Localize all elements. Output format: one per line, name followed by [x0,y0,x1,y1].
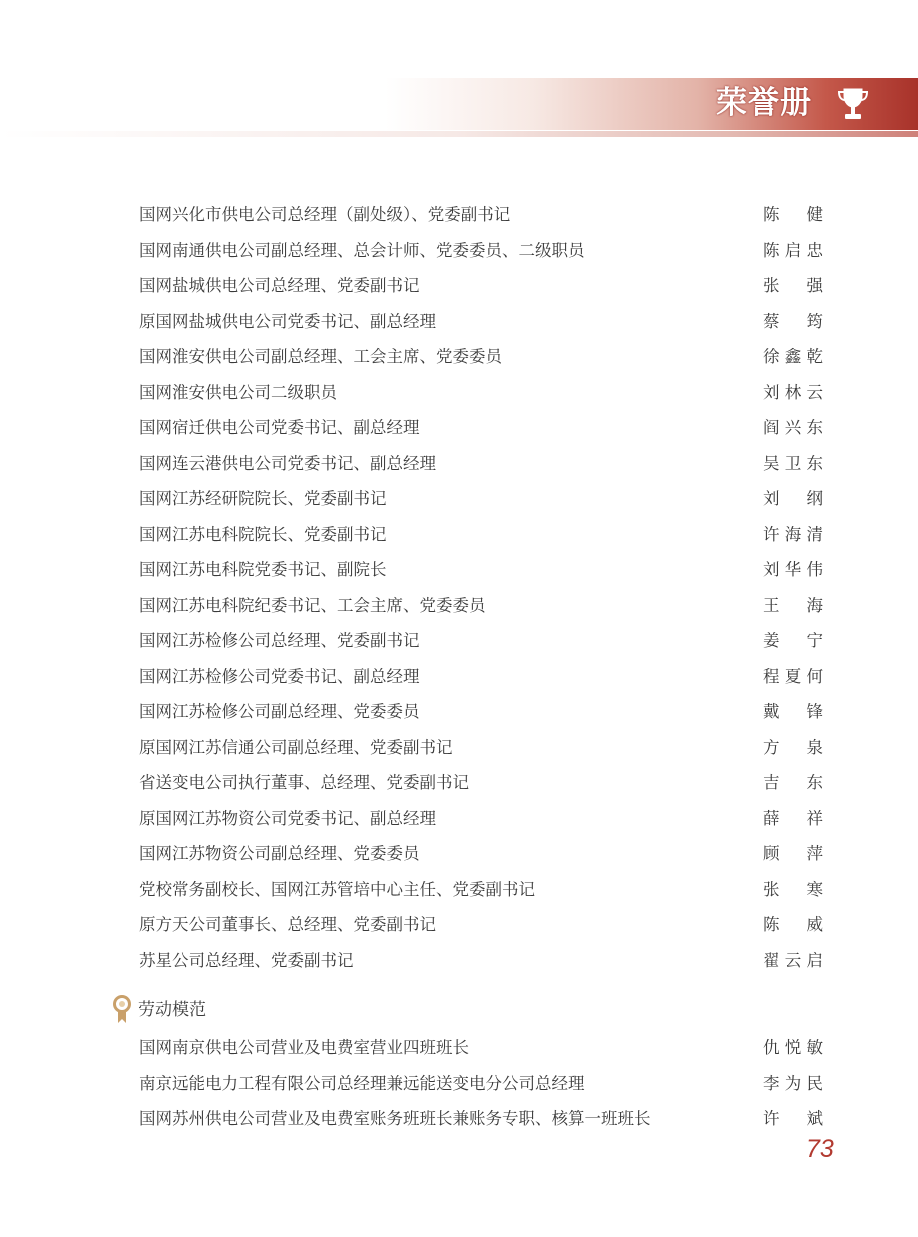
position-title: 国网江苏经研院院长、党委副书记 [139,489,387,508]
list-item [0,623,918,659]
person-name: 姜 宁 [763,631,823,650]
position-title: 国网南京供电公司营业及电费室营业四班班长 [139,1038,469,1057]
person-name: 吴卫东 [763,453,823,473]
position-title: 国网兴化市供电公司总经理（副处级）、党委副书记 [139,205,511,224]
person-name: 陈启忠 [763,240,823,260]
position-title: 国网苏州供电公司营业及电费室账务班班长兼账务专职、核算一班班长 [139,1109,651,1128]
person-name: 王 海 [763,595,823,615]
position-title: 国网盐城供电公司总经理、党委副书记 [139,276,420,295]
list-item [0,1066,918,1102]
list-item [0,907,918,943]
trophy-icon [836,86,870,122]
person-name: 阎兴东 [763,418,823,437]
person-name: 薛 祥 [763,808,823,828]
list-item [0,410,918,446]
list-item [0,872,918,908]
person-name: 徐鑫乾 [763,347,823,366]
position-title: 国网江苏检修公司党委书记、副总经理 [139,666,420,686]
person-name: 刘林云 [763,382,823,402]
position-title: 国网江苏物资公司副总经理、党委委员 [139,844,420,863]
medal-icon [112,995,132,1025]
person-name: 李为民 [763,1073,823,1093]
position-title: 国网江苏检修公司副总经理、党委委员 [139,702,420,721]
list-item [0,304,918,340]
list-item [0,1101,918,1137]
position-title: 原方天公司董事长、总经理、党委副书记 [139,915,436,934]
list-item [0,446,918,482]
position-title: 原国网江苏物资公司党委书记、副总经理 [139,808,436,828]
list-item [0,197,918,233]
list-item [0,375,918,411]
position-title: 党校常务副校长、国网江苏管培中心主任、党委副书记 [139,879,535,899]
list-item [0,588,918,624]
list-item [0,268,918,304]
person-name: 仇悦敏 [763,1038,823,1057]
position-title: 国网连云港供电公司党委书记、副总经理 [139,453,436,473]
list-item [0,765,918,801]
list-item [0,730,918,766]
list-item [0,517,918,553]
person-name: 刘华伟 [763,560,823,579]
person-name: 方 泉 [763,737,823,757]
person-name: 程夏何 [763,666,823,686]
position-title: 国网江苏电科院党委书记、副院长 [139,560,387,579]
list-item [0,339,918,375]
person-name: 蔡 筠 [763,311,823,331]
position-title: 国网淮安供电公司二级职员 [139,382,337,402]
list-item [0,694,918,730]
list-item [0,1030,918,1066]
person-name: 张 寒 [763,879,823,899]
list-item [0,552,918,588]
person-name: 吉 东 [763,773,823,792]
position-title: 国网江苏检修公司总经理、党委副书记 [139,631,420,650]
position-title: 原国网江苏信通公司副总经理、党委副书记 [139,737,453,757]
header-rule [0,131,918,137]
list-item [0,233,918,269]
position-title: 国网江苏电科院院长、党委副书记 [139,524,387,544]
list-item [0,481,918,517]
person-name: 许 斌 [763,1109,823,1128]
position-title: 国网南通供电公司副总经理、总会计师、党委委员、二级职员 [139,240,585,260]
list-item [0,943,918,979]
position-title: 原国网盐城供电公司党委书记、副总经理 [139,311,436,331]
person-name: 翟云启 [763,950,823,970]
list-item [0,801,918,837]
list-item [0,659,918,695]
person-name: 戴 锋 [763,702,823,721]
person-name: 顾 萍 [763,844,823,863]
position-title: 苏星公司总经理、党委副书记 [139,950,354,970]
position-title: 省送变电公司执行董事、总经理、党委副书记 [139,773,469,792]
position-title: 南京远能电力工程有限公司总经理兼远能送变电分公司总经理 [139,1073,585,1093]
position-title: 国网江苏电科院纪委书记、工会主席、党委委员 [139,595,486,615]
position-title: 国网淮安供电公司副总经理、工会主席、党委委员 [139,347,502,366]
page-number: 73 [806,1135,834,1163]
person-name: 许海清 [763,524,823,544]
list-item [0,836,918,872]
person-name: 刘 纲 [763,489,823,508]
person-name: 陈 健 [763,205,823,224]
position-title: 国网宿迁供电公司党委书记、副总经理 [139,418,420,437]
header-title: 荣誉册 [716,85,812,121]
person-name: 张 强 [763,276,823,295]
section-title: 劳动模范 [138,1000,206,1020]
person-name: 陈 威 [763,915,823,934]
